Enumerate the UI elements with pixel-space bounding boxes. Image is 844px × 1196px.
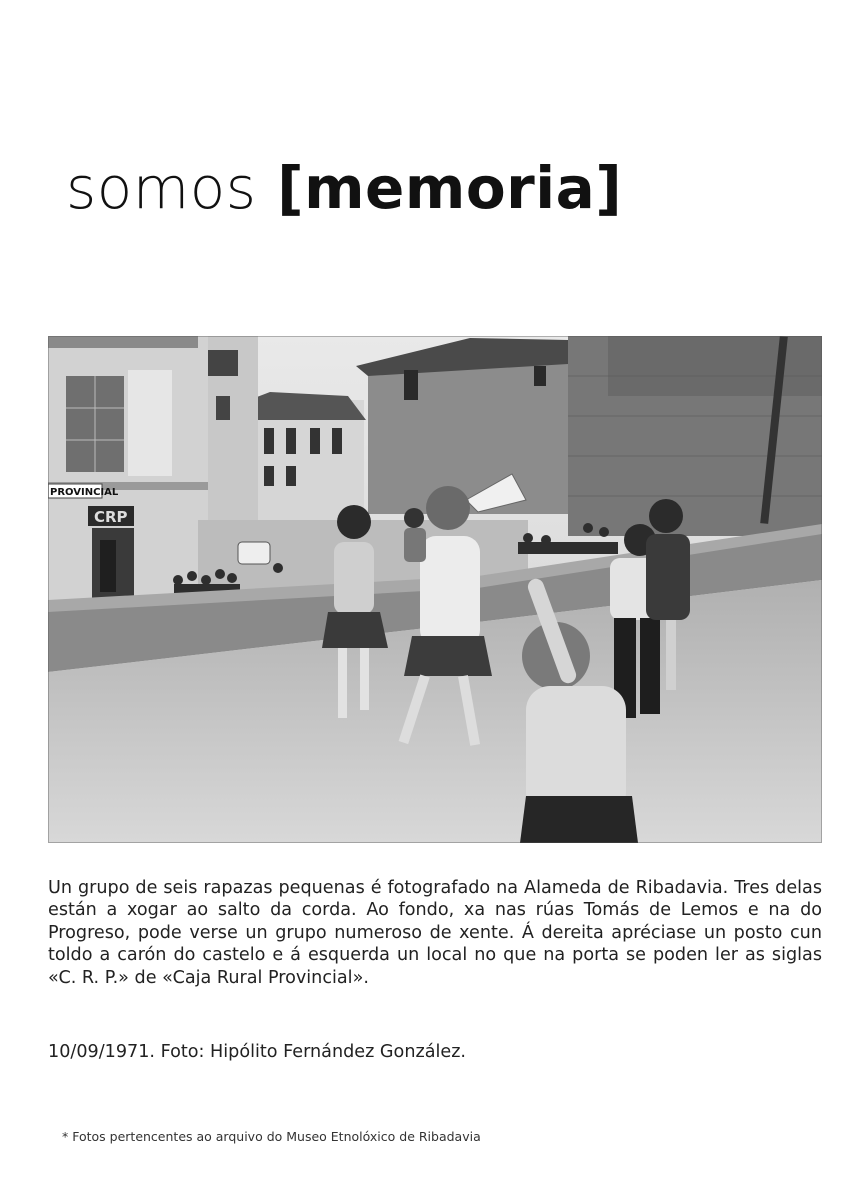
photo-illustration bbox=[48, 336, 822, 843]
sign-provincial: PROVINCIAL bbox=[50, 487, 119, 498]
sign-crp: CRP bbox=[94, 508, 128, 526]
stone-house bbox=[368, 364, 568, 514]
photo-caption: Un grupo de seis rapazas pequenas é fotografado na Alameda de Ribadavia. Tres delas están a xogar ao salto da corda. Ao fondo, xa nas rúas Tomás de Lemos e na do Progreso, pode verse un grupo numeroso de xente. Á dereita apréciase un posto cun toldo a carón do castelo e á esquerda un local no que na porta se poden ler as siglas «C. R. P.» de «Caja Rural Provincial». bbox=[48, 878, 822, 988]
title-light: somos bbox=[66, 154, 257, 222]
photo-credit: 10/09/1971. Foto: Hipólito Fernández González. bbox=[48, 1042, 467, 1062]
title-bold: [memoria] bbox=[277, 154, 623, 222]
historical-photo bbox=[48, 336, 822, 843]
archive-footnote: * Fotos pertencentes ao arquivo do Museo Etnolóxico de Ribadavia bbox=[62, 1129, 481, 1144]
page-title bbox=[66, 150, 622, 226]
